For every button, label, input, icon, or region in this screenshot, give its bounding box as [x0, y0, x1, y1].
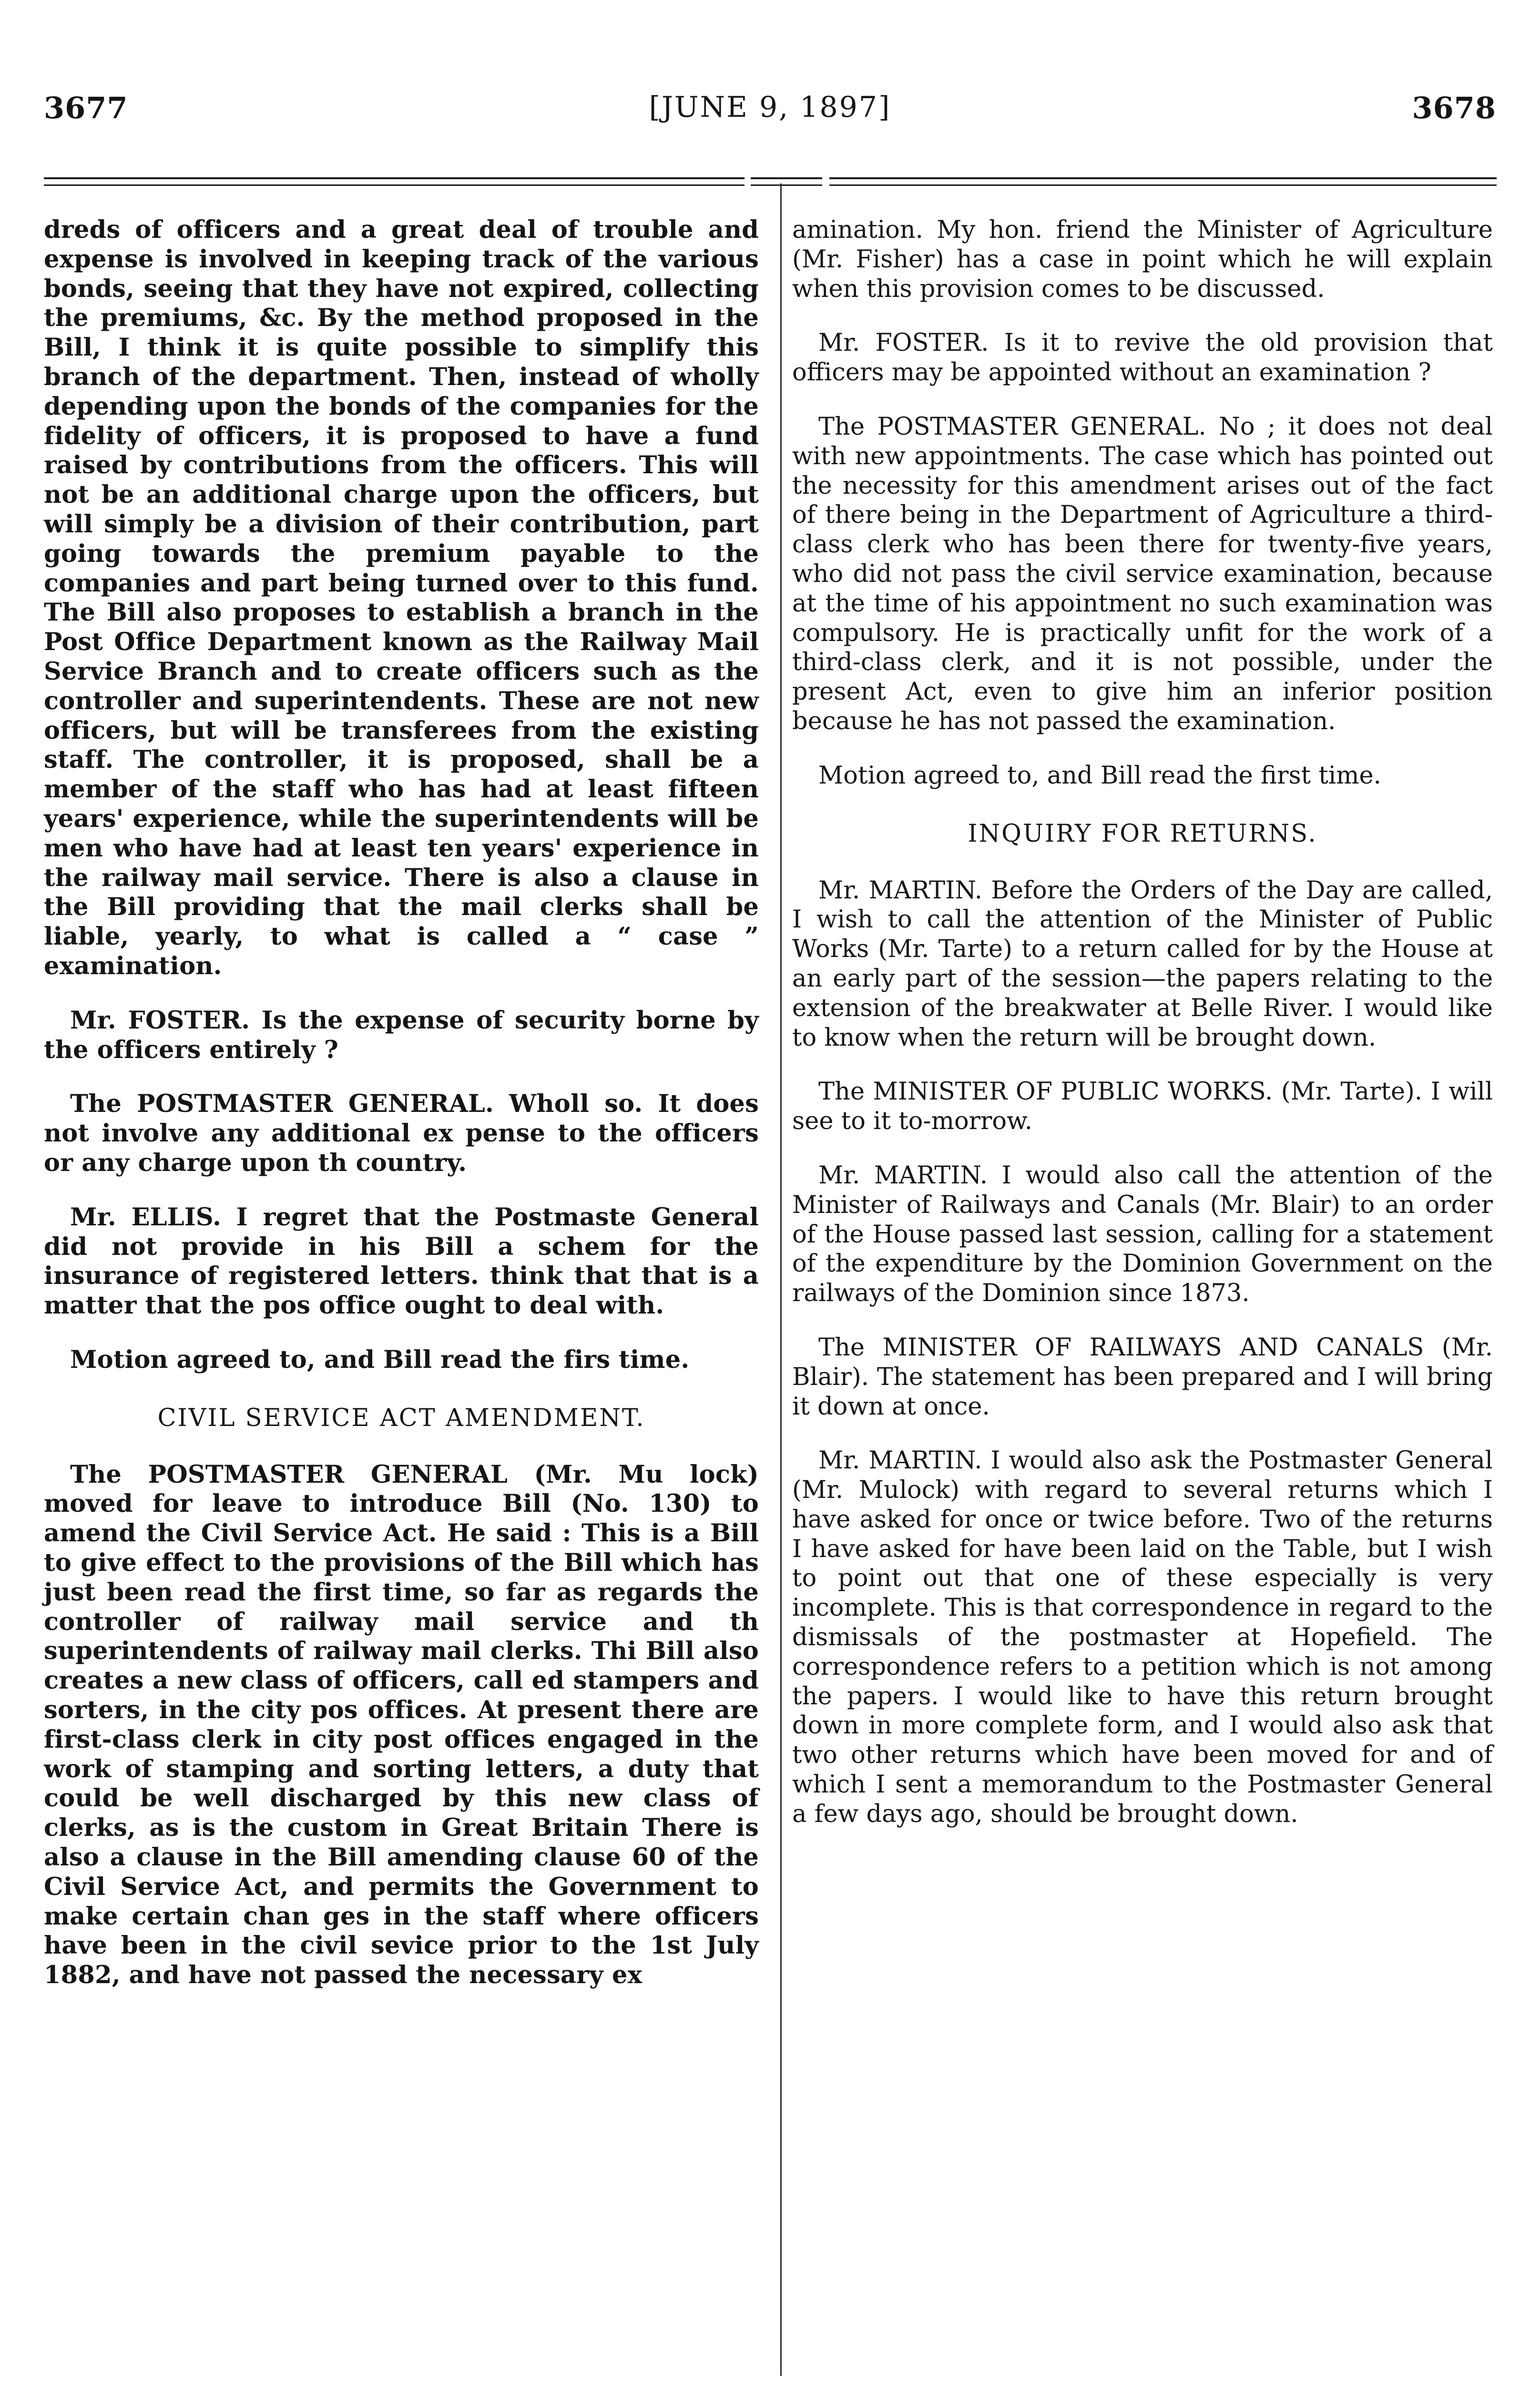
header-rule-left-bottom — [44, 184, 745, 186]
right-page-number: 3678 — [1412, 91, 1496, 125]
column-divider — [780, 183, 782, 2376]
paragraph: The POSTMASTER GENERAL (Mr. Mu lock) moved for leave to introduce Bill (No. 130) to amend the Civil Service Act. He said : This is a Bill to give effect to the provisions of the Bill which has just been read the first time, so far as regards the controller of railway mail service and th superintendents of railway mail clerks. Thi Bill also creates a new class of officers, call ed stampers and sorters, in the city pos offices. At present there are first-class clerk in city post offices engaged in the work of stamping and sorting letters, a duty that could be well discharged by this new class of clerks, as is the custom in Great Britain There is also a clause in the Bill amending clause 60 of the Civil Service Act, and permits the Government to make certain chan ges in the staff where officers have been in the civil sevice prior to the 1st July 1882, and have not passed the necessary ex — [44, 1460, 759, 1990]
header-rule-mid-bottom — [751, 184, 822, 186]
paragraph: Mr. MARTIN. I would also ask the Postmaster General (Mr. Mulock) with regard to several returns which I have asked for once or twice before. Two of the returns I have asked for have been laid on the Table, but I wish to point out that one of these especially is very incomplete. This is that correspondence in regard to the dismissals of the postmaster at Hopefield. The correspondence refers to a petition which is not among the papers. I would like to have this return brought down in more complete form, and I would also ask that two other returns which have been moved for and of which I sent a memorandum to the Postmaster General a few days ago, should be brought down. — [792, 1446, 1493, 1828]
paragraph: The MINISTER OF RAILWAYS AND CANALS (Mr. Blair). The statement has been prepared and I will bring it down at once. — [792, 1333, 1493, 1421]
paragraph: The POSTMASTER GENERAL. No ; it does not deal with new appointments. The case which has pointed out the necessity for this amendment arises out of the fact of there being in the Department of Agriculture a third-class clerk who has been there for twenty-five years, who did not pass the civil service examination, because at the time of his appointment no such examination was compulsory. He is practically unfit for the work of a third-class clerk, and it is not possible, under the present Act, even to give him an inferior position because he has not passed the examination. — [792, 412, 1493, 735]
section-heading: INQUIRY FOR RETURNS. — [968, 819, 1317, 848]
paragraph: Motion agreed to, and Bill read the first time. — [818, 761, 1381, 790]
right-column — [792, 215, 1493, 1854]
paragraph: Mr. FOSTER. Is the expense of security borne by the officers entirely ? — [44, 1006, 759, 1064]
header-rule-mid-top — [751, 177, 822, 179]
left-column — [44, 215, 759, 2015]
section-heading: CIVIL SERVICE ACT AMENDMENT. — [157, 1404, 645, 1432]
header-rule-left-top — [44, 177, 745, 179]
paragraph: amination. My hon. friend the Minister of Agriculture (Mr. Fisher) has a case in point which he will explain when this provision comes to be discussed. — [792, 216, 1493, 303]
left-page-number: 3677 — [44, 91, 128, 125]
paragraph: dreds of officers and a great deal of trouble and expense is involved in keeping track of the various bonds, seeing that they have not expired, collecting the premiums, &c. By the method proposed in the Bill, I think it is quite possible to simplify this branch of the department. Then, instead of wholly depending upon the bonds of the companies for the fidelity of officers, it is proposed to have a fund raised by contributions from the officers. This will not be an additional charge upon the officers, but will simply be a division of their contribution, part going towards the premium payable to the companies and part being turned over to this fund. The Bill also proposes to establish a branch in the Post Office Department known as the Railway Mail Service Branch and to create officers such as the controller and superintendents. These are not new officers, but will be transferees from the existing staff. The controller, it is proposed, shall be a member of the staff who has had at least fifteen years' experience, while the superintendents will be men who have had at least ten years' experience in the railway mail service. There is also a clause in the Bill providing that the mail clerks shall be liable, yearly, to what is called a “ case ” examination. — [44, 215, 759, 980]
paragraph: The MINISTER OF PUBLIC WORKS. (Mr. Tarte). I will see to it to-morrow. — [792, 1078, 1493, 1136]
paragraph: Mr. FOSTER. Is it to revive the old provision that officers may be appointed without an examination ? — [792, 329, 1493, 387]
paragraph: The POSTMASTER GENERAL. Wholl so. It does not involve any additional ex pense to the officers or any charge upon th country. — [44, 1090, 759, 1177]
page-date-header: [JUNE 9, 1897] — [649, 91, 891, 124]
paragraph: Mr. ELLIS. I regret that the Postmaste General did not provide in his Bill a schem for the insurance of registered letters. think that that is a matter that the pos office ought to deal with. — [44, 1202, 759, 1320]
header-rule-right-bottom — [829, 184, 1497, 186]
paragraph: Mr. MARTIN. Before the Orders of the Day are called, I wish to call the attention of the Minister of Public Works (Mr. Tarte) to a return called for by the House at an early part of the session—the papers relating to the extension of the breakwater at Belle River. I would like to know when the return will be brought down. — [792, 876, 1493, 1052]
paragraph: Mr. MARTIN. I would also call the attention of the Minister of Railways and Canals (Mr. Blair) to an order of the House passed last session, calling for a statement of the expenditure by the Dominion Government on the railways of the Dominion since 1873. — [792, 1161, 1493, 1308]
paragraph: Motion agreed to, and Bill read the firs time. — [70, 1345, 690, 1374]
header-rule-right-top — [829, 177, 1497, 179]
